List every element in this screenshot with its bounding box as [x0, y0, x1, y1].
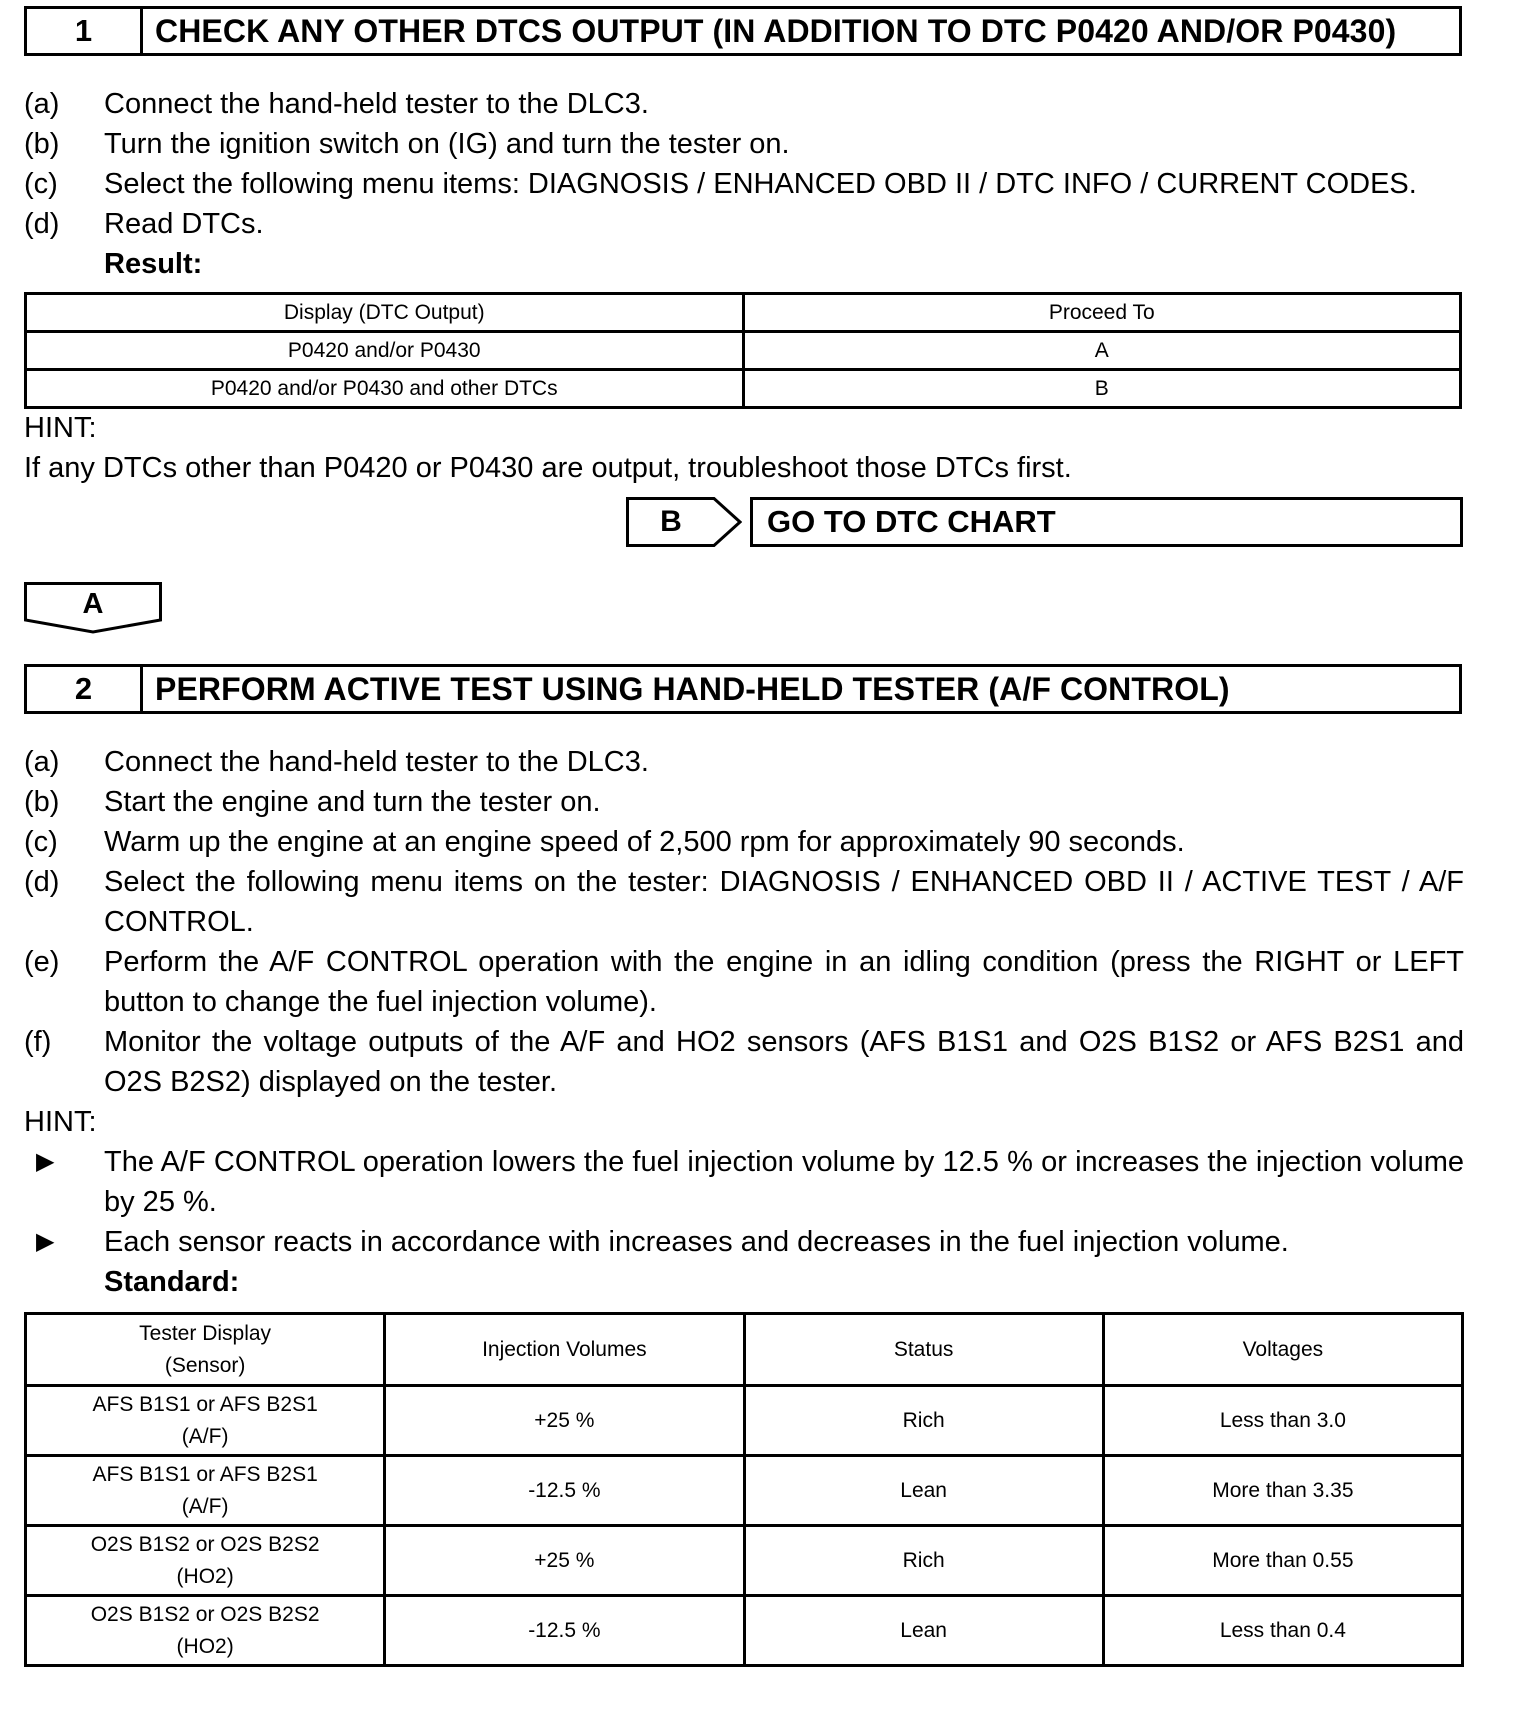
branch-a-marker — [24, 582, 162, 634]
table-row — [26, 1596, 1463, 1666]
table-cell — [26, 1386, 385, 1456]
table-cell: A — [743, 332, 1461, 370]
step-1-item-c — [24, 164, 1464, 204]
table-header-row — [26, 1314, 1463, 1386]
branch-a-label: A — [82, 588, 104, 620]
item-label: (f) — [24, 1026, 52, 1058]
goto-dtc-chart-box: GO TO DTC CHART — [750, 497, 1463, 547]
table-header-cell: Injection Volumes — [385, 1314, 744, 1386]
item-text: Connect the hand-held tester to the DLC3. — [104, 746, 649, 778]
sensor-type: (A/F) — [181, 1494, 229, 1518]
hint-label: HINT: — [24, 1106, 97, 1138]
table-cell — [26, 1596, 385, 1666]
item-label: (c) — [24, 168, 58, 200]
table-cell: P0420 and/or P0430 and other DTCs — [26, 370, 744, 408]
bullet-triangle-icon: ▶ — [36, 1148, 55, 1175]
item-text: Read DTCs. — [104, 208, 264, 240]
step-1-number: 1 — [27, 9, 143, 53]
step-2-header — [24, 664, 1462, 714]
step-1-procedure-list — [24, 84, 1464, 244]
hint-bullet-text: The A/F CONTROL operation lowers the fuel injection volume by 12.5 % or increases the injection volume by 25 %. — [104, 1146, 1464, 1218]
table-cell: Lean — [744, 1456, 1103, 1526]
sensor-type: (A/F) — [181, 1424, 229, 1448]
table-header-cell: Status — [744, 1314, 1103, 1386]
table-cell — [26, 1526, 385, 1596]
hint-bullet-text: Each sensor reacts in accordance with increases and decreases in the fuel injection volume. — [104, 1226, 1289, 1258]
step-2-title: PERFORM ACTIVE TEST USING HAND-HELD TESTER (A/F CONTROL) — [155, 670, 1230, 707]
sensor-type: (HO2) — [176, 1564, 234, 1588]
item-text: Select the following menu items on the tester: DIAGNOSIS / ENHANCED OBD II / ACTIVE TEST / A/F CONTROL. — [104, 866, 1464, 938]
item-label: (b) — [24, 128, 60, 160]
table-header-cell: Proceed To — [743, 294, 1461, 332]
hint-bullet-list — [24, 1142, 1464, 1262]
standard-table — [24, 1312, 1464, 1667]
result-table — [24, 292, 1462, 409]
standard-label: Standard: — [104, 1266, 240, 1298]
step-1-item-a — [24, 84, 1464, 124]
table-cell: -12.5 % — [385, 1456, 744, 1526]
step-1-item-b — [24, 124, 1464, 164]
table-row — [26, 1386, 1463, 1456]
item-text: Turn the ignition switch on (IG) and turn the tester on. — [104, 128, 790, 160]
sensor-name: O2S B1S2 or O2S B2S2 — [90, 1532, 320, 1556]
item-text: Monitor the voltage outputs of the A/F and HO2 sensors (AFS B1S1 and O2S B1S2 or AFS B2S1 and O2S B2S2) displayed on the tester. — [104, 1026, 1464, 1098]
step-2-item-b — [24, 782, 1464, 822]
table-header-cell: Voltages — [1103, 1314, 1462, 1386]
table-cell: More than 3.35 — [1103, 1456, 1462, 1526]
item-label: (a) — [24, 88, 60, 120]
table-header-cell — [26, 1314, 385, 1386]
table-row — [26, 1456, 1463, 1526]
step-2-procedure-list — [24, 742, 1464, 1102]
hint-text: If any DTCs other than P0420 or P0430 are output, troubleshoot those DTCs first. — [24, 452, 1072, 484]
item-label: (b) — [24, 786, 60, 818]
item-text: Start the engine and turn the tester on. — [104, 786, 601, 818]
table-row — [26, 370, 1461, 408]
step-2-item-c — [24, 822, 1464, 862]
hint-label: HINT: — [24, 412, 97, 444]
step-2-item-d — [24, 862, 1464, 942]
table-cell: +25 % — [385, 1386, 744, 1456]
branch-b-marker — [626, 497, 742, 547]
table-row — [26, 1526, 1463, 1596]
item-text: Perform the A/F CONTROL operation with the engine in an idling condition (press the RIGHT or LEFT button to change the fuel injection volume). — [104, 946, 1464, 1018]
item-label: (a) — [24, 746, 60, 778]
header-line: Tester Display — [139, 1321, 272, 1345]
item-label: (c) — [24, 826, 58, 858]
sensor-type: (HO2) — [176, 1634, 234, 1658]
table-row — [26, 332, 1461, 370]
table-cell: Rich — [744, 1526, 1103, 1596]
item-text: Connect the hand-held tester to the DLC3. — [104, 88, 649, 120]
table-cell: Rich — [744, 1386, 1103, 1456]
table-cell: B — [743, 370, 1461, 408]
step-1-header — [24, 6, 1462, 56]
header-line: (Sensor) — [164, 1353, 246, 1377]
sensor-name: O2S B1S2 or O2S B2S2 — [90, 1602, 320, 1626]
step-2-item-f — [24, 1022, 1464, 1102]
step-2-item-e — [24, 942, 1464, 1022]
table-cell: More than 0.55 — [1103, 1526, 1462, 1596]
sensor-name: AFS B1S1 or AFS B2S1 — [92, 1392, 318, 1416]
step-1-title: CHECK ANY OTHER DTCS OUTPUT (IN ADDITION TO DTC P0420 AND/OR P0430) — [155, 12, 1397, 49]
table-cell: Less than 3.0 — [1103, 1386, 1462, 1456]
item-text: Select the following menu items: DIAGNOSIS / ENHANCED OBD II / DTC INFO / CURRENT CODES. — [104, 168, 1417, 200]
hint-bullet-item — [24, 1142, 1464, 1222]
step-2-number: 2 — [27, 667, 143, 711]
table-cell: -12.5 % — [385, 1596, 744, 1666]
table-cell: P0420 and/or P0430 — [26, 332, 744, 370]
branch-b-label: B — [660, 505, 682, 538]
step-2-item-a — [24, 742, 1464, 782]
table-cell — [26, 1456, 385, 1526]
table-cell: +25 % — [385, 1526, 744, 1596]
item-label: (d) — [24, 208, 60, 240]
result-label: Result: — [104, 248, 203, 280]
step-1-item-d — [24, 204, 1464, 244]
table-cell: Lean — [744, 1596, 1103, 1666]
table-cell: Less than 0.4 — [1103, 1596, 1462, 1666]
table-header-row — [26, 294, 1461, 332]
sensor-name: AFS B1S1 or AFS B2S1 — [92, 1462, 318, 1486]
hint-bullet-item — [24, 1222, 1464, 1262]
item-label: (d) — [24, 866, 60, 898]
item-label: (e) — [24, 946, 60, 978]
bullet-triangle-icon: ▶ — [36, 1228, 55, 1255]
item-text: Warm up the engine at an engine speed of 2,500 rpm for approximately 90 seconds. — [104, 826, 1185, 858]
table-header-cell: Display (DTC Output) — [26, 294, 744, 332]
